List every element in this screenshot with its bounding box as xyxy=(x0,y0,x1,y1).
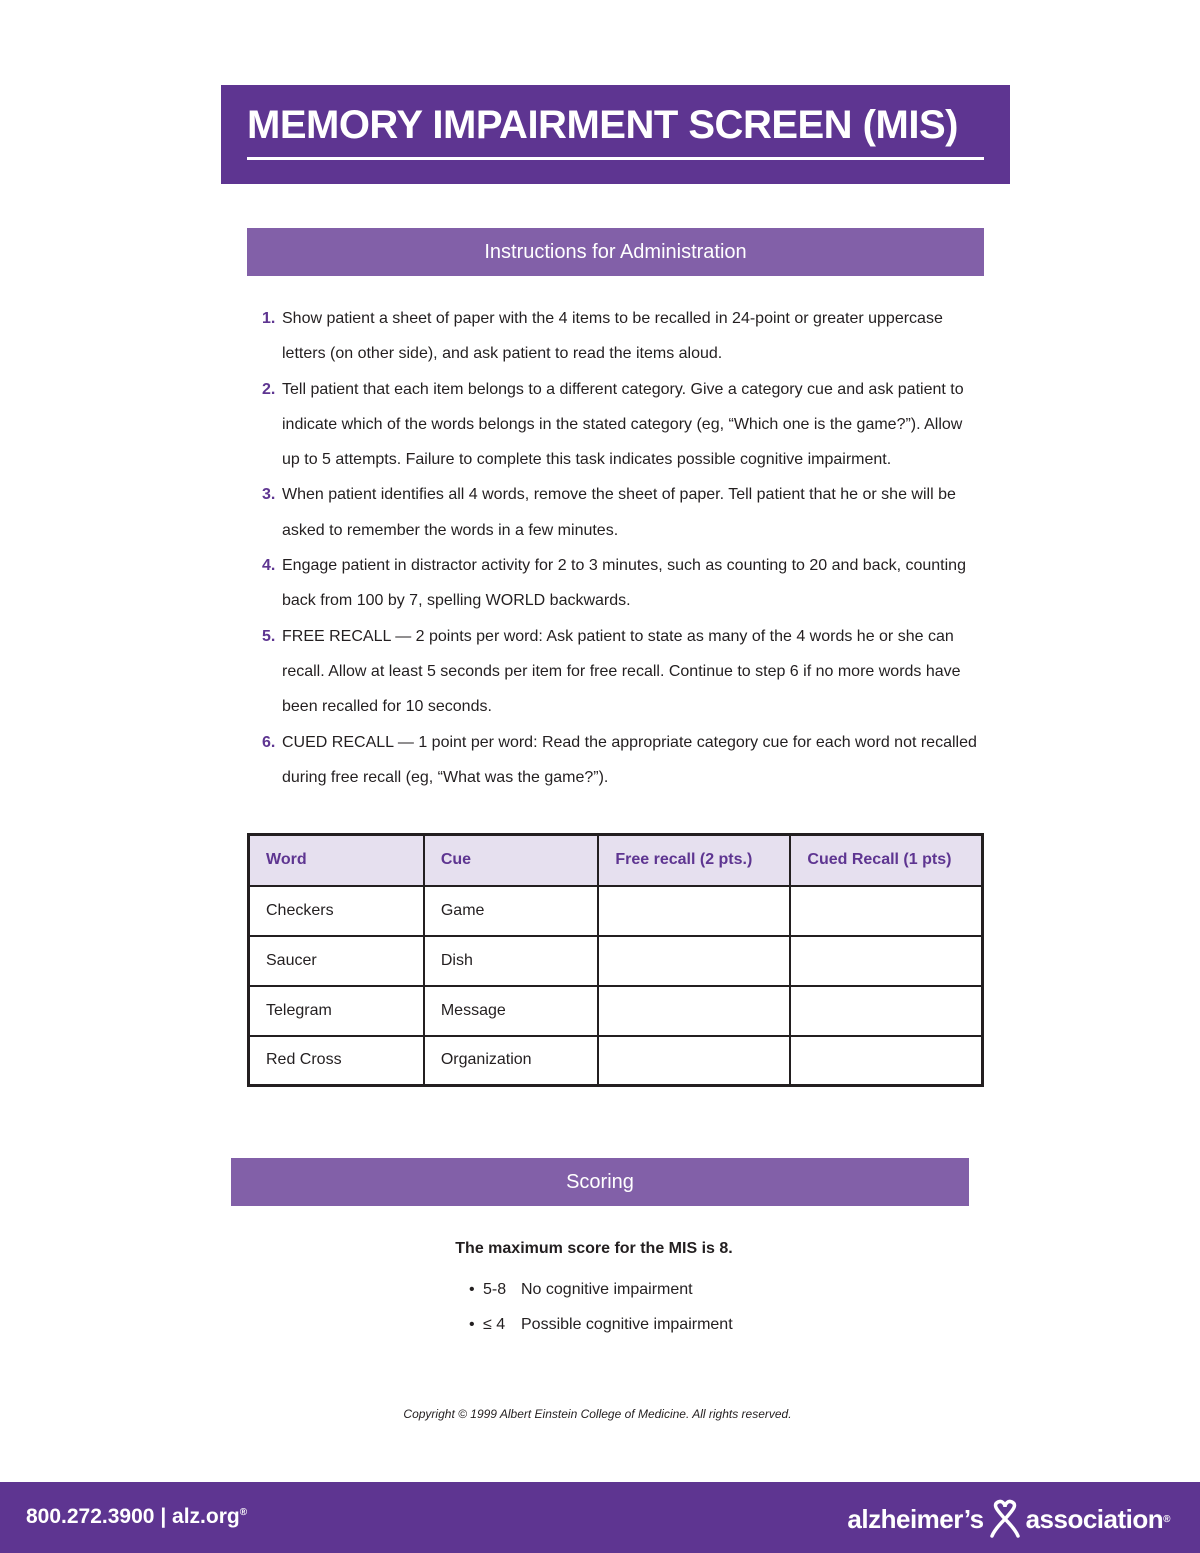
instruction-step xyxy=(262,372,982,478)
instruction-step xyxy=(262,725,982,796)
score-range-item xyxy=(469,1272,733,1307)
cued-recall-cell[interactable] xyxy=(790,986,982,1036)
score-label: Possible cognitive impairment xyxy=(521,1316,733,1333)
step-number: 6. xyxy=(262,733,276,751)
step-text: CUED RECALL — 1 point per word: Read the appropriate category cue for each word not recalled during free recall (eg, “What was the game?”). xyxy=(282,733,977,786)
instruction-steps xyxy=(262,301,982,795)
logo-text-right: association xyxy=(1025,1503,1164,1534)
step-number: 5. xyxy=(262,627,276,645)
table-header-row xyxy=(249,835,983,886)
title-underline xyxy=(247,157,984,160)
footer-bar xyxy=(0,1482,1200,1553)
step-number: 1. xyxy=(262,310,276,327)
cued-recall-cell[interactable] xyxy=(790,936,982,986)
step-text: Tell patient that each item belongs to a different category. Give a category cue and ask patient to indicate which of the words belongs in the stated category (eg, “Which one is the game?”). Allow up to 5 attempts. Failure to complete this task indicates possible cognitive impairment. xyxy=(282,380,964,469)
table-row xyxy=(249,886,983,936)
score-label: No cognitive impairment xyxy=(521,1281,693,1298)
instruction-step xyxy=(262,619,982,725)
cued-recall-cell[interactable] xyxy=(790,886,982,936)
bullet: • xyxy=(469,1281,475,1298)
score-range-item xyxy=(469,1307,733,1342)
cue-cell: Organization xyxy=(424,1036,599,1086)
cue-cell: Message xyxy=(424,986,599,1036)
table-row xyxy=(249,1036,983,1086)
title-banner xyxy=(221,85,1010,184)
footer-contact xyxy=(26,1505,247,1529)
step-text: Show patient a sheet of paper with the 4 items to be recalled in 24-point or greater uppercase letters (on other side), and ask patient to read the items aloud. xyxy=(282,310,943,363)
step-text: Engage patient in distractor activity for 2 to 3 minutes, such as counting to 20 and back, counting back from 100 by 7, spelling WORLD backwards. xyxy=(282,557,966,610)
score-ranges xyxy=(469,1272,733,1342)
word-cell: Saucer xyxy=(249,936,424,986)
logo-text-left: alzheimer’s xyxy=(847,1503,984,1534)
logo-registered-mark: ® xyxy=(1163,1513,1170,1525)
word-cell: Red Cross xyxy=(249,1036,424,1086)
step-number: 4. xyxy=(262,557,276,575)
page-title: MEMORY IMPAIRMENT SCREEN (MIS) xyxy=(247,103,958,147)
separator: | xyxy=(160,1505,167,1528)
column-header-cued-recall: Cued Recall (1 pts) xyxy=(790,835,982,886)
word-cell: Checkers xyxy=(249,886,424,936)
score-range: 5-8 xyxy=(483,1281,507,1298)
recall-table xyxy=(247,833,984,1087)
registered-mark: ® xyxy=(239,1507,248,1518)
cue-cell: Dish xyxy=(424,936,599,986)
bullet: • xyxy=(469,1316,475,1333)
column-header-free-recall: Free recall (2 pts.) xyxy=(598,835,790,886)
cue-cell: Game xyxy=(424,886,599,936)
cued-recall-cell[interactable] xyxy=(790,1036,982,1086)
step-number: 3. xyxy=(262,486,276,504)
scoring-heading: Scoring xyxy=(231,1158,969,1206)
free-recall-cell[interactable] xyxy=(598,986,790,1036)
column-header-cue: Cue xyxy=(424,835,599,886)
step-text: When patient identifies all 4 words, remove the sheet of paper. Tell patient that he or she will be asked to remember the words in a few minutes. xyxy=(282,486,956,539)
copyright-notice: Copyright © 1999 Albert Einstein College of Medicine. All rights reserved. xyxy=(403,1407,792,1421)
free-recall-cell[interactable] xyxy=(598,886,790,936)
max-score-text: The maximum score for the MIS is 8. xyxy=(455,1240,733,1257)
instruction-step xyxy=(262,548,982,619)
purple-ribbon-icon xyxy=(988,1499,1022,1539)
word-cell: Telegram xyxy=(249,986,424,1036)
instruction-step xyxy=(262,301,982,372)
website-link[interactable]: alz.org xyxy=(172,1505,240,1528)
instruction-step xyxy=(262,477,982,548)
score-range: ≤ 4 xyxy=(483,1316,506,1333)
instructions-heading: Instructions for Administration xyxy=(247,228,984,276)
phone-number[interactable]: 800.272.3900 xyxy=(26,1505,155,1528)
free-recall-cell[interactable] xyxy=(598,1036,790,1086)
step-number: 2. xyxy=(262,380,276,398)
table-row xyxy=(249,986,983,1036)
column-header-word: Word xyxy=(249,835,424,886)
free-recall-cell[interactable] xyxy=(598,936,790,986)
step-text: FREE RECALL — 2 points per word: Ask patient to state as many of the 4 words he or she can recall. Allow at least 5 seconds per item for free recall. Continue to step 6 if no more words have been recalled for 10 seconds. xyxy=(282,627,961,716)
alzheimers-association-logo xyxy=(847,1499,1170,1539)
table-row xyxy=(249,936,983,986)
